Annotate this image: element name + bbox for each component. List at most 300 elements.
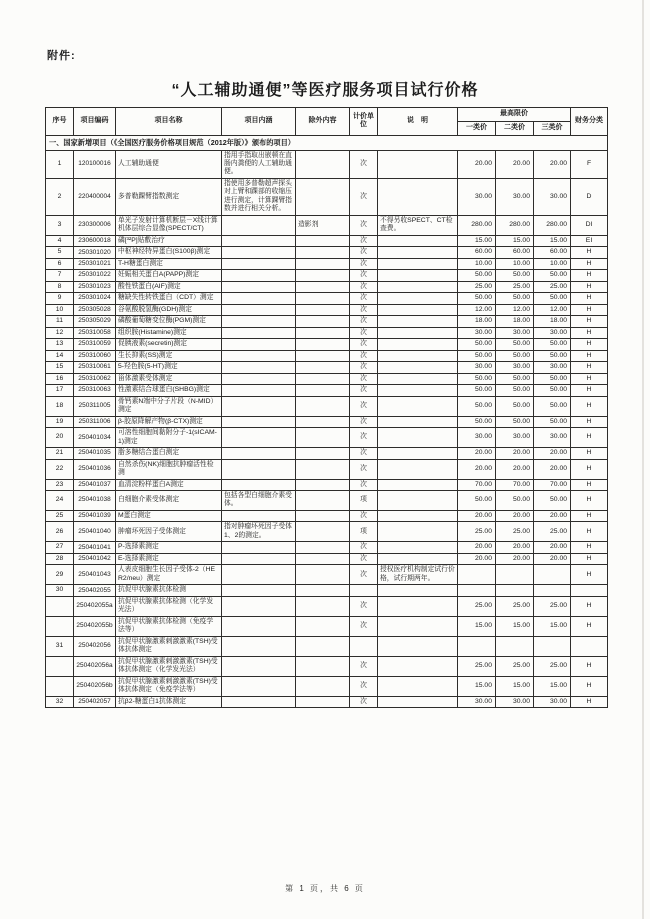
cell-price-3: 30.00	[534, 327, 571, 338]
cell-no: 26	[46, 522, 74, 542]
cell-fin: H	[571, 565, 608, 585]
cell-price-2: 50.00	[496, 385, 534, 396]
cell-name: 糖缺失性转铁蛋白（CDT）测定	[116, 293, 222, 304]
cell-price-3: 18.00	[534, 316, 571, 327]
cell-unit: 次	[350, 696, 378, 707]
cell-price-2: 15.00	[496, 676, 534, 696]
cell-no: 8	[46, 281, 74, 292]
cell-exclusion	[296, 362, 350, 373]
cell-price-3: 25.00	[534, 596, 571, 616]
cell-content	[222, 235, 296, 246]
cell-exclusion	[296, 596, 350, 616]
cell-price-2: 70.00	[496, 479, 534, 490]
cell-unit: 次	[350, 656, 378, 676]
cell-exclusion	[296, 350, 350, 361]
cell-note	[378, 676, 458, 696]
cell-unit: 次	[350, 596, 378, 616]
table-row	[46, 491, 608, 511]
cell-no: 24	[46, 491, 74, 511]
table-row	[46, 258, 608, 269]
cell-unit: 次	[350, 362, 378, 373]
cell-price-3: 60.00	[534, 247, 571, 258]
cell-exclusion	[296, 373, 350, 384]
cell-name: 妊娠相关蛋白A(PAPP)测定	[116, 270, 222, 281]
cell-price-2: 50.00	[496, 373, 534, 384]
cell-name: 中枢神经特异蛋白(S100β)测定	[116, 247, 222, 258]
cell-note	[378, 304, 458, 315]
cell-no: 17	[46, 385, 74, 396]
cell-price-1: 20.00	[458, 150, 496, 178]
cell-exclusion	[296, 258, 350, 269]
cell-price-1: 20.00	[458, 542, 496, 553]
cell-price-1: 18.00	[458, 316, 496, 327]
cell-fin: H	[571, 304, 608, 315]
cell-price-1: 15.00	[458, 616, 496, 636]
cell-unit: 次	[350, 235, 378, 246]
cell-code: 250402056b	[74, 676, 116, 696]
cell-code: 250305028	[74, 304, 116, 315]
cell-content	[222, 270, 296, 281]
cell-name: 抗促甲状腺激素刺激激素(TSH)受体抗体测定（化学发光法）	[116, 656, 222, 676]
cell-note	[378, 553, 458, 564]
cell-note	[378, 491, 458, 511]
cell-note	[378, 235, 458, 246]
cell-code: 250310061	[74, 362, 116, 373]
cell-content	[222, 479, 296, 490]
cell-exclusion	[296, 542, 350, 553]
table-row	[46, 553, 608, 564]
page-footer: 第 1 页，共 6 页	[285, 884, 365, 893]
cell-unit: 次	[350, 616, 378, 636]
cell-price-3: 15.00	[534, 616, 571, 636]
cell-name: 肿瘤坏死因子受体测定	[116, 522, 222, 542]
cell-fin: H	[571, 542, 608, 553]
cell-code: 250401039	[74, 510, 116, 521]
table-row	[46, 316, 608, 327]
cell-price-1: 25.00	[458, 522, 496, 542]
cell-price-3: 20.00	[534, 459, 571, 479]
cell-price-1: 50.00	[458, 293, 496, 304]
cell-no: 10	[46, 304, 74, 315]
cell-price-2: 20.00	[496, 150, 534, 178]
cell-unit: 次	[350, 215, 378, 235]
table-row	[46, 510, 608, 521]
table-row	[46, 616, 608, 636]
header-price-3: 三类价	[534, 121, 571, 135]
cell-content	[222, 565, 296, 585]
cell-code: 250310059	[74, 339, 116, 350]
cell-code: 250401038	[74, 491, 116, 511]
cell-note	[378, 362, 458, 373]
cell-note	[378, 428, 458, 448]
cell-name: E-选择素测定	[116, 553, 222, 564]
cell-content: 指使用多普勒超声探头对上臂和踝部的收缩压进行测定，计算踝臂指数并进行相关分析。	[222, 178, 296, 215]
cell-price-3: 70.00	[534, 479, 571, 490]
table-row	[46, 396, 608, 416]
cell-fin: H	[571, 459, 608, 479]
cell-name: M蛋白测定	[116, 510, 222, 521]
cell-name: 酸性铁蛋白(AIF)测定	[116, 281, 222, 292]
section-row	[46, 135, 608, 150]
cell-no: 18	[46, 396, 74, 416]
cell-price-1: 50.00	[458, 385, 496, 396]
cell-name: 脂多糖结合蛋白测定	[116, 448, 222, 459]
cell-price-2	[496, 565, 534, 585]
cell-price-3: 50.00	[534, 270, 571, 281]
cell-name: 人工辅助通便	[116, 150, 222, 178]
cell-code: 250310062	[74, 373, 116, 384]
cell-fin: H	[571, 373, 608, 384]
cell-price-2: 30.00	[496, 428, 534, 448]
cell-content: 指用手指取出嵌顿在直肠内粪便的人工辅助通便。	[222, 150, 296, 178]
cell-code: 250401042	[74, 553, 116, 564]
cell-content	[222, 339, 296, 350]
cell-content	[222, 396, 296, 416]
cell-content	[222, 596, 296, 616]
cell-name: 人表皮细胞生长因子受体-2（HER2/neu）测定	[116, 565, 222, 585]
cell-price-3: 50.00	[534, 491, 571, 511]
cell-note	[378, 281, 458, 292]
cell-content: 指对肿瘤坏死因子受体1、2的测定。	[222, 522, 296, 542]
cell-note: 授权医疗机构制定试行价格，试行期两年。	[378, 565, 458, 585]
cell-price-3: 15.00	[534, 235, 571, 246]
cell-code: 250402057	[74, 696, 116, 707]
cell-note	[378, 479, 458, 490]
cell-no: 1	[46, 150, 74, 178]
cell-price-2: 50.00	[496, 339, 534, 350]
cell-name: 谷氨酸脱氢酶(GDH)测定	[116, 304, 222, 315]
cell-price-1: 30.00	[458, 362, 496, 373]
cell-price-1: 30.00	[458, 327, 496, 338]
cell-exclusion	[296, 491, 350, 511]
cell-code: 250301022	[74, 270, 116, 281]
cell-price-3: 20.00	[534, 553, 571, 564]
table-row	[46, 479, 608, 490]
cell-name: 抗促甲状腺素抗体检测（免疫学法等）	[116, 616, 222, 636]
cell-name: 促胰液素(secretin)测定	[116, 339, 222, 350]
header-price-2: 二类价	[496, 121, 534, 135]
cell-price-2: 15.00	[496, 235, 534, 246]
cell-note	[378, 596, 458, 616]
cell-note	[378, 522, 458, 542]
cell-fin: H	[571, 676, 608, 696]
cell-code: 220400004	[74, 178, 116, 215]
cell-note	[378, 416, 458, 427]
cell-code: 250401041	[74, 542, 116, 553]
cell-fin: H	[571, 491, 608, 511]
table-row	[46, 676, 608, 696]
cell-price-3: 50.00	[534, 385, 571, 396]
cell-fin: H	[571, 416, 608, 427]
cell-exclusion	[296, 553, 350, 564]
cell-price-1: 30.00	[458, 178, 496, 215]
cell-fin: H	[571, 522, 608, 542]
section-title: 一、国家新增项目（《全国医疗服务价格项目规范（2012年版）》颁布的项目）	[46, 135, 608, 150]
cell-code: 250311005	[74, 396, 116, 416]
cell-price-3	[534, 636, 571, 656]
cell-name: 抗促甲状腺素抗体检测（化学发光法）	[116, 596, 222, 616]
cell-no: 13	[46, 339, 74, 350]
cell-unit	[350, 585, 378, 596]
cell-name: β-胶原降解产物(β-CTX)测定	[116, 416, 222, 427]
cell-fin: D	[571, 178, 608, 215]
cell-unit: 项	[350, 522, 378, 542]
cell-no: 12	[46, 327, 74, 338]
cell-unit: 次	[350, 510, 378, 521]
cell-note	[378, 270, 458, 281]
cell-unit: 次	[350, 459, 378, 479]
cell-unit: 次	[350, 178, 378, 215]
table-row	[46, 281, 608, 292]
cell-code: 250301024	[74, 293, 116, 304]
header-unit: 计价单位	[350, 108, 378, 136]
cell-code: 250310058	[74, 327, 116, 338]
cell-note	[378, 339, 458, 350]
table-row	[46, 428, 608, 448]
cell-no: 14	[46, 350, 74, 361]
cell-unit: 次	[350, 428, 378, 448]
cell-unit: 次	[350, 448, 378, 459]
cell-content	[222, 428, 296, 448]
cell-fin: H	[571, 428, 608, 448]
cell-unit: 次	[350, 350, 378, 361]
header-content: 项目内涵	[222, 108, 296, 136]
cell-fin: H	[571, 385, 608, 396]
cell-fin: H	[571, 339, 608, 350]
cell-name: 单光子发射计算机断层－X线计算机体层综合显像(SPECT/CT)	[116, 215, 222, 235]
cell-fin: H	[571, 327, 608, 338]
table-row	[46, 522, 608, 542]
cell-fin: H	[571, 281, 608, 292]
cell-name: P-选择素测定	[116, 542, 222, 553]
cell-note	[378, 510, 458, 521]
cell-fin: H	[571, 247, 608, 258]
cell-note	[378, 616, 458, 636]
header-name: 项目名称	[116, 108, 222, 136]
cell-fin: H	[571, 293, 608, 304]
cell-price-1: 20.00	[458, 459, 496, 479]
cell-price-1: 10.00	[458, 258, 496, 269]
cell-name: 血清淀粉样蛋白A测定	[116, 479, 222, 490]
cell-content	[222, 656, 296, 676]
table-row	[46, 247, 608, 258]
cell-price-3: 25.00	[534, 656, 571, 676]
cell-name: 骨钙素N端中分子片段（N-MID）测定	[116, 396, 222, 416]
cell-price-1: 50.00	[458, 416, 496, 427]
cell-no: 16	[46, 373, 74, 384]
cell-price-3: 20.00	[534, 510, 571, 521]
cell-fin: H	[571, 258, 608, 269]
cell-price-1: 12.00	[458, 304, 496, 315]
cell-price-2: 30.00	[496, 178, 534, 215]
cell-exclusion	[296, 150, 350, 178]
cell-exclusion	[296, 385, 350, 396]
cell-price-2: 25.00	[496, 522, 534, 542]
cell-code: 250401040	[74, 522, 116, 542]
table-row	[46, 696, 608, 707]
cell-content: 包括各型白细胞介素受体。	[222, 491, 296, 511]
cell-code: 250401034	[74, 428, 116, 448]
cell-unit: 项	[350, 491, 378, 511]
cell-exclusion: 造影剂	[296, 215, 350, 235]
cell-no: 28	[46, 553, 74, 564]
cell-unit: 次	[350, 327, 378, 338]
cell-note	[378, 385, 458, 396]
cell-unit: 次	[350, 479, 378, 490]
cell-code: 250402056a	[74, 656, 116, 676]
cell-price-2: 50.00	[496, 293, 534, 304]
cell-code: 250301021	[74, 258, 116, 269]
cell-code: 230600018	[74, 235, 116, 246]
cell-exclusion	[296, 339, 350, 350]
cell-no: 30	[46, 585, 74, 596]
cell-note	[378, 247, 458, 258]
cell-price-3: 50.00	[534, 339, 571, 350]
table-row	[46, 362, 608, 373]
cell-price-3: 30.00	[534, 428, 571, 448]
cell-fin: H	[571, 553, 608, 564]
cell-name: 抗β2-糖蛋白1抗体测定	[116, 696, 222, 707]
table-row	[46, 293, 608, 304]
cell-content	[222, 304, 296, 315]
cell-exclusion	[296, 479, 350, 490]
cell-price-2: 10.00	[496, 258, 534, 269]
cell-price-3: 50.00	[534, 350, 571, 361]
cell-content	[222, 696, 296, 707]
cell-name: 抗促甲状腺素抗体检测	[116, 585, 222, 596]
cell-price-3: 50.00	[534, 396, 571, 416]
header-code: 项目编码	[74, 108, 116, 136]
cell-price-2: 25.00	[496, 281, 534, 292]
cell-note	[378, 396, 458, 416]
cell-content	[222, 350, 296, 361]
cell-exclusion	[296, 448, 350, 459]
cell-price-3: 25.00	[534, 522, 571, 542]
cell-note	[378, 585, 458, 596]
cell-exclusion	[296, 316, 350, 327]
cell-content	[222, 636, 296, 656]
cell-name: 抗促甲状腺激素刺激激素(TSH)受体抗体测定（免疫学法等）	[116, 676, 222, 696]
cell-price-1: 50.00	[458, 339, 496, 350]
cell-no: 21	[46, 448, 74, 459]
cell-name: 可溶性细胞间黏附分子-1(sICAM-1)测定	[116, 428, 222, 448]
cell-exclusion	[296, 235, 350, 246]
cell-code: 250301020	[74, 247, 116, 258]
cell-price-1: 60.00	[458, 247, 496, 258]
price-table	[45, 107, 608, 708]
header-no: 序号	[46, 108, 74, 136]
table-row	[46, 339, 608, 350]
cell-price-1: 280.00	[458, 215, 496, 235]
cell-note	[378, 696, 458, 707]
cell-exclusion	[296, 416, 350, 427]
cell-price-2: 20.00	[496, 542, 534, 553]
cell-fin: H	[571, 656, 608, 676]
table-row	[46, 459, 608, 479]
cell-price-2	[496, 636, 534, 656]
cell-note	[378, 636, 458, 656]
cell-fin: DI	[571, 215, 608, 235]
table-row	[46, 385, 608, 396]
cell-price-3: 280.00	[534, 215, 571, 235]
cell-content	[222, 676, 296, 696]
cell-price-2: 15.00	[496, 616, 534, 636]
table-row	[46, 270, 608, 281]
cell-no: 3	[46, 215, 74, 235]
scan-edge-shadow	[642, 0, 644, 919]
cell-no: 20	[46, 428, 74, 448]
cell-price-2: 50.00	[496, 396, 534, 416]
cell-price-3: 10.00	[534, 258, 571, 269]
table-row	[46, 585, 608, 596]
cell-unit: 次	[350, 316, 378, 327]
cell-no: 5	[46, 247, 74, 258]
cell-no: 9	[46, 293, 74, 304]
cell-no: 19	[46, 416, 74, 427]
cell-content	[222, 327, 296, 338]
cell-unit: 次	[350, 396, 378, 416]
cell-content	[222, 293, 296, 304]
cell-price-1	[458, 565, 496, 585]
cell-no	[46, 656, 74, 676]
cell-code: 250305029	[74, 316, 116, 327]
cell-price-1: 25.00	[458, 596, 496, 616]
cell-price-1: 25.00	[458, 281, 496, 292]
cell-note	[378, 327, 458, 338]
cell-fin: EI	[571, 235, 608, 246]
cell-price-3: 20.00	[534, 150, 571, 178]
cell-exclusion	[296, 696, 350, 707]
cell-price-1: 50.00	[458, 396, 496, 416]
cell-price-3: 50.00	[534, 373, 571, 384]
cell-price-1	[458, 585, 496, 596]
header-note: 说 明	[378, 108, 458, 136]
cell-price-2: 50.00	[496, 350, 534, 361]
cell-no: 2	[46, 178, 74, 215]
table-row	[46, 373, 608, 384]
table-row	[46, 178, 608, 215]
cell-price-2: 12.00	[496, 304, 534, 315]
cell-no	[46, 596, 74, 616]
cell-no: 22	[46, 459, 74, 479]
cell-exclusion	[296, 565, 350, 585]
cell-name: 组织胺(Histamine)测定	[116, 327, 222, 338]
cell-exclusion	[296, 616, 350, 636]
cell-price-3	[534, 565, 571, 585]
cell-fin: H	[571, 316, 608, 327]
cell-price-2: 50.00	[496, 270, 534, 281]
cell-note	[378, 542, 458, 553]
cell-fin: H	[571, 696, 608, 707]
cell-content	[222, 215, 296, 235]
cell-no: 4	[46, 235, 74, 246]
table-row	[46, 350, 608, 361]
cell-price-1: 50.00	[458, 270, 496, 281]
cell-exclusion	[296, 281, 350, 292]
cell-price-2: 25.00	[496, 656, 534, 676]
cell-content	[222, 416, 296, 427]
cell-unit: 次	[350, 373, 378, 384]
cell-price-3: 30.00	[534, 178, 571, 215]
cell-exclusion	[296, 293, 350, 304]
cell-fin: H	[571, 479, 608, 490]
cell-fin: F	[571, 150, 608, 178]
cell-fin	[571, 636, 608, 656]
header-fin: 财务分类	[571, 108, 608, 136]
cell-content	[222, 616, 296, 636]
cell-price-3: 20.00	[534, 542, 571, 553]
cell-no: 32	[46, 696, 74, 707]
